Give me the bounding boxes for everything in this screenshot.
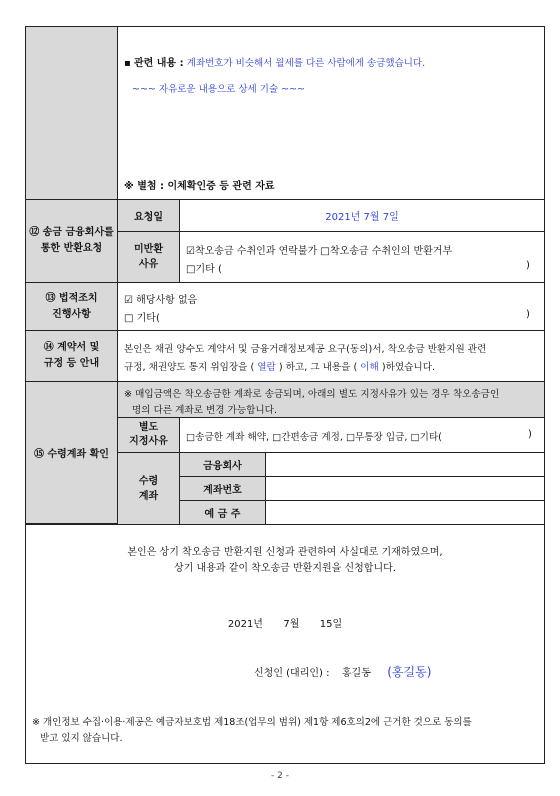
account-label: 수령 계좌 bbox=[118, 453, 180, 524]
separate-options-text: □송금한 계좌 해약, □간편송금 계정, □무통장 입금, □기타( bbox=[186, 432, 442, 443]
section15-note bbox=[118, 382, 544, 418]
declaration-date bbox=[26, 615, 544, 630]
separate-reason-label: 별도 지정사유 bbox=[118, 418, 180, 453]
date-year: 2021년 bbox=[227, 619, 263, 630]
account-number-label: 계좌번호 bbox=[180, 477, 266, 501]
section13-content bbox=[118, 283, 544, 331]
applicant-line bbox=[254, 663, 431, 680]
separate-options-close: ) bbox=[528, 429, 532, 440]
content-value: 계좌번호가 비슷해서 월세를 다른 사람에게 송금했습니다. bbox=[186, 58, 426, 69]
declaration-block bbox=[26, 524, 544, 763]
legal-line2-right: ) bbox=[526, 309, 530, 320]
content-label: 관련 내용 : bbox=[133, 58, 184, 69]
section12-title-line1: ⑫ 송금 금융회사를 bbox=[29, 227, 114, 238]
section12-title-line2: 통한 반환요청 bbox=[40, 243, 103, 254]
account-number-value bbox=[266, 477, 544, 501]
section14-title: ⑭ 계약서 및 규정 등 안내 bbox=[26, 331, 118, 382]
unreturned-reason-value bbox=[180, 232, 544, 283]
bank-label: 금융회사 bbox=[180, 453, 266, 477]
content-cell bbox=[118, 27, 544, 200]
bank-value bbox=[266, 453, 544, 477]
applicant-name: 홍길동 bbox=[341, 668, 371, 679]
section15-note-line2: 명의 다른 계좌로 변경 가능합니다. bbox=[132, 405, 277, 416]
applicant-signature: (홍길동) bbox=[387, 665, 432, 679]
privacy-line1: ※ 개인정보 수집·이용·제공은 예금자보호법 제18조(업무의 범위) 제1항 제6호의2에 근거한 것으로 동의를 bbox=[32, 717, 472, 728]
applicant-label: 신청인 (대리인) : bbox=[254, 668, 330, 679]
section12-title bbox=[26, 200, 118, 283]
date-month: 7월 bbox=[283, 619, 300, 630]
privacy-line2: 받고 있지 않습니다. bbox=[40, 733, 123, 744]
attachment-note: ※ 별첨 : 이체확인증 등 관련 자료 bbox=[124, 181, 275, 192]
section13-title: ⑬ 법적조치 진행사항 bbox=[26, 283, 118, 331]
section14-handwritten-2: 이해 bbox=[360, 362, 379, 373]
bullet-icon: ▪ bbox=[124, 58, 131, 69]
declaration-line2: 상기 내용과 같이 착오송금 반환지원을 신청합니다. bbox=[174, 563, 396, 574]
declaration-line1: 본인은 상기 착오송금 반환지원 신청과 관련하여 사실대로 기재하였으며, bbox=[127, 547, 443, 558]
section15-note-line1: ※ 매입금액은 착오송금한 계좌로 송금되며, 아래의 별도 지정사유가 있는 경우 착오송금인 bbox=[124, 389, 500, 400]
reason-line2-left: □기타 ( bbox=[186, 264, 222, 275]
depositor-label: 예 금 주 bbox=[180, 501, 266, 524]
section14-text-line1: 본인은 채권 양수도 계약서 및 금융거래정보제공 요구(동의)서, 착오송금 반환지원 관련 bbox=[124, 344, 487, 355]
unreturned-reason-label: 미반환 사유 bbox=[118, 232, 180, 283]
application-form bbox=[25, 26, 545, 764]
section14-content bbox=[118, 331, 544, 382]
top-left-label-cell bbox=[26, 27, 118, 200]
separate-reason-options bbox=[180, 418, 544, 453]
legal-line1: ☑ 해당사항 없음 bbox=[124, 295, 198, 306]
section14-text-a: 규정, 채권양도 통지 위임장을 ( bbox=[124, 362, 255, 373]
depositor-value bbox=[266, 501, 544, 524]
section15-title: ⑮ 수령계좌 확인 bbox=[26, 382, 118, 524]
page-number: - 2 - bbox=[271, 771, 289, 781]
reason-line1: ☑착오송금 수취인과 연락불가 □착오송금 수취인의 반환거부 bbox=[186, 246, 453, 257]
date-day: 15일 bbox=[319, 619, 343, 630]
request-date-label: 요청일 bbox=[118, 200, 180, 232]
reason-line2-right: ) bbox=[526, 260, 530, 271]
content-note: ~~~ 자유로운 내용으로 상세 기술 ~~~ bbox=[132, 84, 305, 95]
request-date-value: 2021년 7월 7일 bbox=[180, 200, 544, 232]
section14-handwritten-1: 열람 bbox=[257, 362, 276, 373]
legal-line2-left: □ 기타( bbox=[124, 313, 160, 324]
section14-text-b: ) 하고, 그 내용을 ( bbox=[278, 362, 358, 373]
section14-text-c: )하였습니다. bbox=[381, 362, 436, 373]
